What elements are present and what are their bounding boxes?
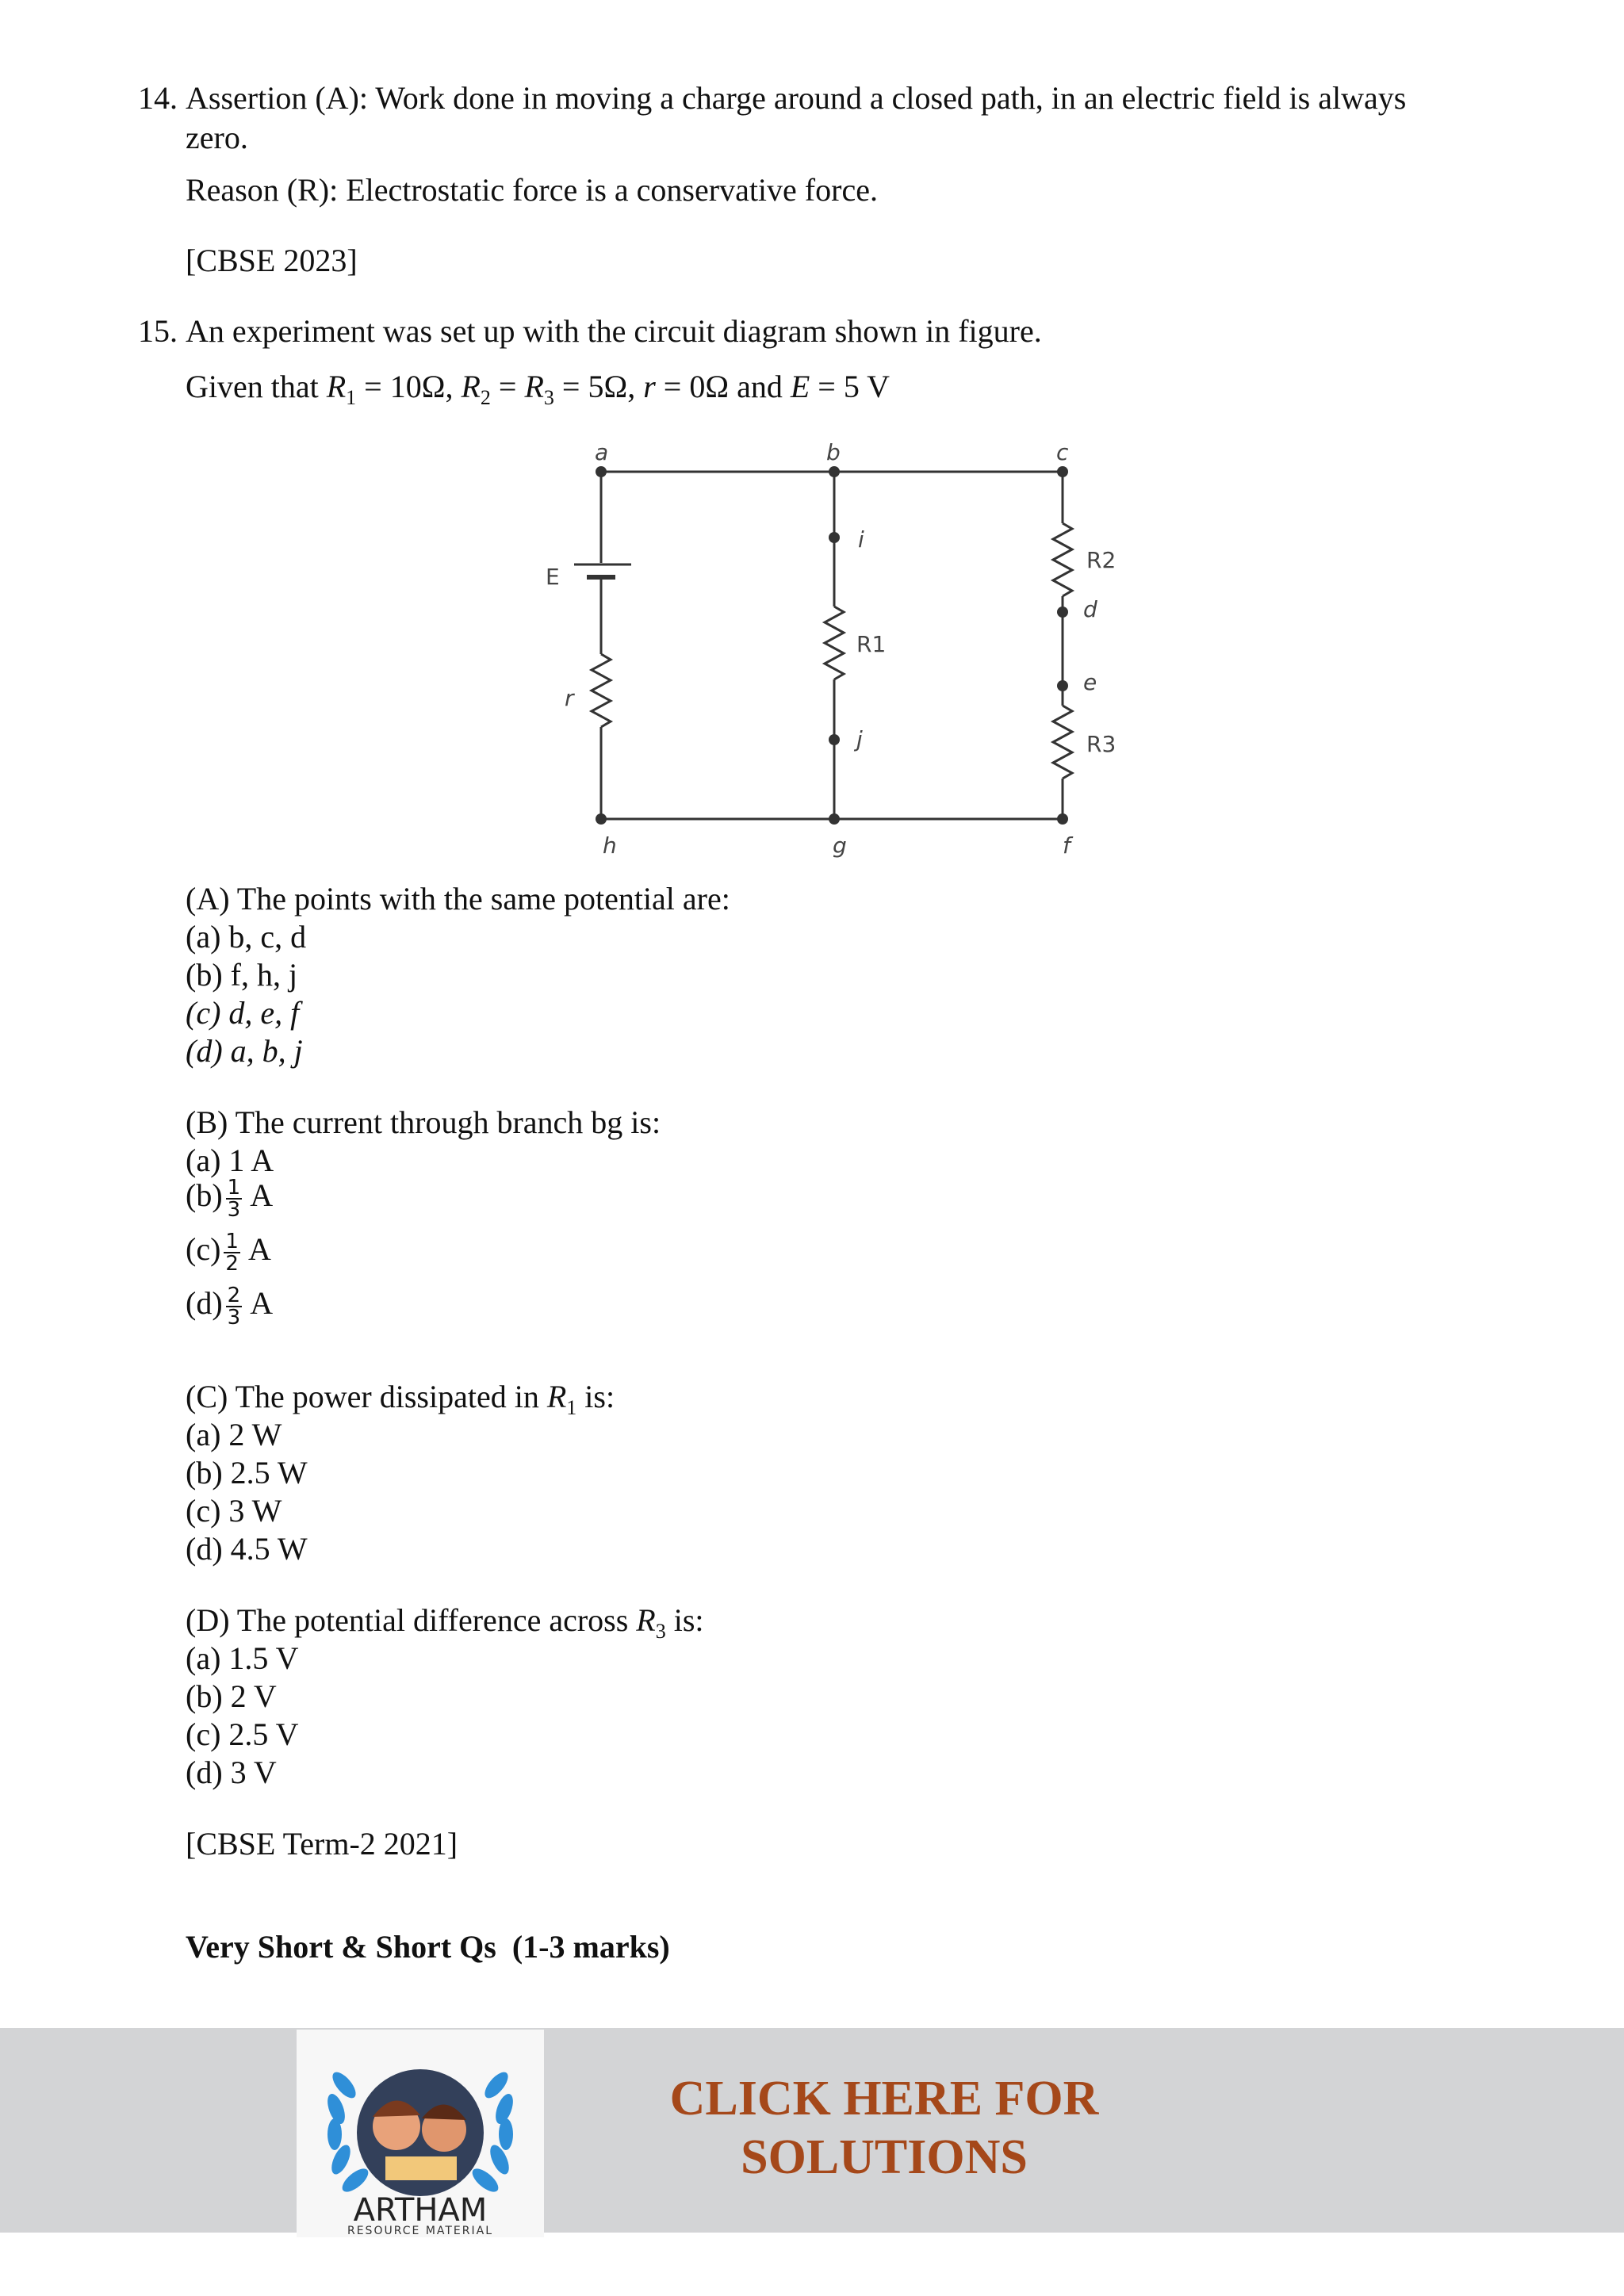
- partB-option-b: [186, 1177, 273, 1220]
- partC-option-a: (a) 2 W: [186, 1417, 282, 1452]
- given-r1-var: R: [326, 369, 347, 404]
- section-heading-title: Very Short & Short Qs: [186, 1929, 496, 1965]
- q14-reason: Reason (R): Electrostatic force is a conservative force.: [186, 172, 878, 208]
- fraction-numerator: 1: [225, 1229, 239, 1253]
- label-b: b: [826, 439, 841, 465]
- partB-option-d-unit: A: [250, 1285, 274, 1321]
- label-d: d: [1083, 596, 1097, 622]
- given-eq5: = 5 V: [810, 369, 890, 404]
- partB-option-d-fraction: [226, 1285, 243, 1328]
- q14-assertion-line1: Assertion (A): Work done in moving a charge around a closed path, in an electric field is always: [186, 80, 1407, 116]
- partB-option-b-label: (b): [186, 1177, 223, 1213]
- partB-option-b-fraction: [226, 1177, 243, 1220]
- label-j: j: [856, 726, 863, 752]
- logo-subtext: RESOURCE MATERIAL: [347, 2225, 494, 2237]
- node-c: [1057, 466, 1068, 477]
- partC-option-c: (c) 3 W: [186, 1493, 282, 1529]
- section-heading-marks: (1-3 marks): [511, 1929, 670, 1965]
- fraction-denominator: 2: [225, 1251, 239, 1276]
- label-E: E: [546, 564, 560, 590]
- artham-logo[interactable]: [297, 2030, 544, 2237]
- given-r2-var: R: [461, 369, 481, 404]
- label-r: r: [565, 685, 574, 711]
- resistor-r1-zigzag: [825, 607, 844, 679]
- label-R1: R1: [856, 631, 887, 657]
- partB-option-d: [186, 1284, 273, 1328]
- given-r3-sub: 3: [543, 386, 554, 409]
- resistor-r3-zigzag: [1053, 706, 1072, 779]
- given-eq4: = 0Ω and: [655, 369, 791, 404]
- q15-source: [CBSE Term-2 2021]: [186, 1826, 458, 1862]
- partD-option-b: (b) 2 V: [186, 1678, 277, 1714]
- partD-question-var: R: [636, 1602, 656, 1638]
- partC-question-suffix: is:: [576, 1379, 615, 1414]
- label-c: c: [1056, 439, 1069, 465]
- partB-option-d-label: (d): [186, 1285, 223, 1321]
- partA-option-d: (d) a, b, j: [186, 1033, 303, 1069]
- label-g: g: [833, 832, 847, 859]
- partB-option-a: (a) 1 A: [186, 1142, 274, 1178]
- node-i: [829, 532, 840, 543]
- given-r1-sub: 1: [346, 386, 357, 409]
- partD-option-c: (c) 2.5 V: [186, 1716, 299, 1752]
- q14-source: [CBSE 2023]: [186, 243, 358, 278]
- label-R3: R3: [1086, 731, 1116, 757]
- partC-question-sub: 1: [566, 1396, 577, 1419]
- resistor-r-zigzag: [592, 654, 611, 727]
- section-heading: [186, 1928, 670, 1966]
- node-a: [596, 466, 607, 477]
- partB-option-b-unit: A: [250, 1177, 274, 1213]
- q14-assertion-line2: zero.: [186, 120, 248, 155]
- partD-option-d: (d) 3 V: [186, 1755, 277, 1790]
- partC-question-var: R: [546, 1379, 567, 1414]
- partD-question-sub: 3: [655, 1620, 666, 1643]
- q15-given: [186, 368, 890, 417]
- partA-option-a: (a) b, c, d: [186, 919, 307, 955]
- given-e-var: E: [790, 369, 810, 404]
- label-h: h: [603, 832, 617, 859]
- logo-text: ARTHAM: [353, 2192, 488, 2229]
- label-e: e: [1083, 669, 1097, 695]
- resistor-r2-zigzag: [1053, 523, 1072, 596]
- partC-option-b: (b) 2.5 W: [186, 1455, 308, 1490]
- node-h: [596, 813, 607, 825]
- q15-intro: An experiment was set up with the circuit diagram shown in figure.: [186, 313, 1042, 349]
- partC-option-d: (d) 4.5 W: [186, 1531, 308, 1567]
- partC-question-prefix: (C) The power dissipated in: [186, 1379, 547, 1414]
- given-r2-sub: 2: [480, 386, 491, 409]
- partA-option-c: (c) d, e, f: [186, 995, 300, 1031]
- label-R2: R2: [1086, 547, 1116, 573]
- node-e: [1057, 680, 1068, 691]
- partD-option-a: (a) 1.5 V: [186, 1640, 299, 1676]
- partA-option-b: (b) f, h, j: [186, 957, 298, 993]
- label-i: i: [858, 526, 864, 553]
- fraction-denominator: 3: [227, 1197, 241, 1222]
- fraction-numerator: 1: [227, 1175, 241, 1200]
- partB-option-c-unit: A: [247, 1231, 271, 1267]
- partD-question-suffix: is:: [665, 1602, 704, 1638]
- fraction-denominator: 3: [227, 1305, 241, 1330]
- given-prefix: Given that: [186, 369, 327, 404]
- node-g: [829, 813, 840, 825]
- partB-option-c-label: (c): [186, 1231, 221, 1267]
- partB-option-c: [186, 1230, 271, 1274]
- partB-option-c-fraction: [224, 1231, 240, 1274]
- given-eq3: = 5Ω,: [553, 369, 644, 404]
- partB-question: (B) The current through branch bg is:: [186, 1104, 661, 1140]
- given-r3-var: R: [524, 369, 544, 404]
- q15-number: 15.: [138, 313, 178, 349]
- partD-question-prefix: (D) The potential difference across: [186, 1602, 637, 1638]
- node-j: [829, 734, 840, 745]
- given-eq2: =: [490, 369, 525, 404]
- solutions-link[interactable]: [587, 2069, 1182, 2187]
- node-b: [829, 466, 840, 477]
- given-eq1: = 10Ω,: [356, 369, 462, 404]
- label-f: f: [1063, 832, 1071, 859]
- fraction-numerator: 2: [227, 1283, 241, 1307]
- node-f: [1057, 813, 1068, 825]
- given-r-var: r: [643, 369, 656, 404]
- node-d: [1057, 607, 1068, 618]
- cta-line2: SOLUTIONS: [741, 2130, 1028, 2184]
- q14-number: 14.: [138, 80, 178, 116]
- label-a: a: [595, 439, 609, 465]
- partA-question: (A) The points with the same potential are:: [186, 881, 730, 916]
- cta-line1: CLICK HERE FOR: [669, 2072, 1099, 2126]
- circuit-diagram: [523, 436, 1158, 864]
